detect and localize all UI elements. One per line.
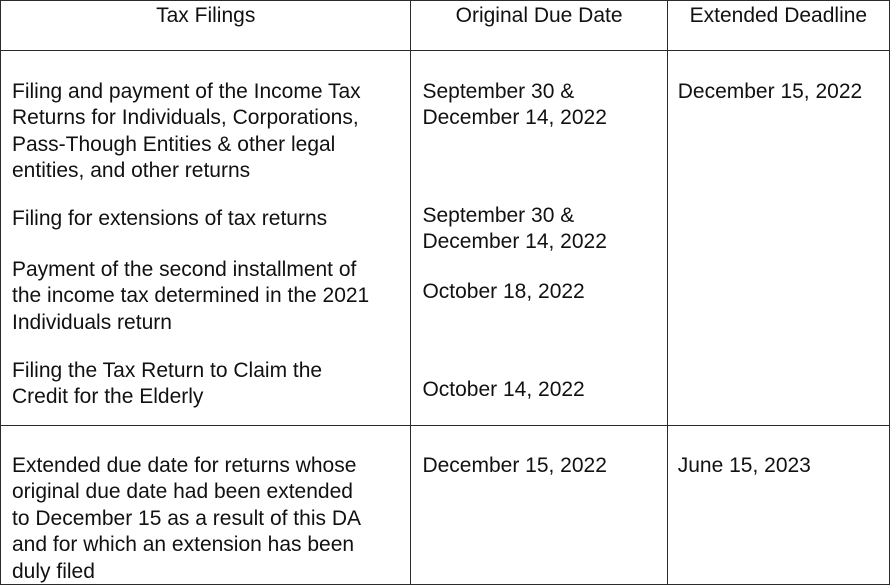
filing-extensions: Filing for extensions of tax returns: [12, 207, 328, 230]
extended-deadline-cell: [667, 51, 889, 426]
filing-income-tax-returns: Filing and payment of the Income Tax Returns for Individuals, Corporations, Pass-Though Entities & other legal entities, and other returns: [12, 80, 361, 183]
filing-extended-due-date: Extended due date for returns whose original due date had been extended to December 15 as a result of this DA and for which an extension has been duly filed: [12, 454, 361, 583]
filing-second-installment: Payment of the second installment of the income tax determined in the 2021 Individuals return: [12, 258, 370, 334]
table-row: [1, 51, 890, 426]
due-date-extensions: September 30 & December 14, 2022: [422, 204, 607, 254]
header-tax-filings: Tax Filings: [1, 1, 411, 51]
extended-deadline-group2: June 15, 2023: [677, 454, 811, 477]
extended-deadline-group1: December 15, 2022: [677, 80, 863, 103]
extended-deadline-cell: [667, 426, 889, 585]
filing-elderly-credit: Filing the Tax Return to Claim the Credit for the Elderly: [12, 359, 323, 409]
original-due-date-cell: [411, 51, 667, 426]
due-date-second-installment: October 18, 2022: [422, 280, 585, 303]
filings-cell: [1, 51, 411, 426]
original-due-date-cell: [411, 426, 667, 585]
table-row: [1, 426, 890, 585]
header-row: [1, 1, 890, 51]
due-date-income-tax-returns: September 30 & December 14, 2022: [422, 80, 607, 130]
header-original-due-date: Original Due Date: [411, 1, 667, 51]
filings-cell: [1, 426, 411, 585]
due-date-elderly-credit: October 14, 2022: [422, 378, 585, 401]
header-extended-deadline: Extended Deadline: [667, 1, 889, 51]
due-date-extended-returns: December 15, 2022: [422, 454, 607, 477]
